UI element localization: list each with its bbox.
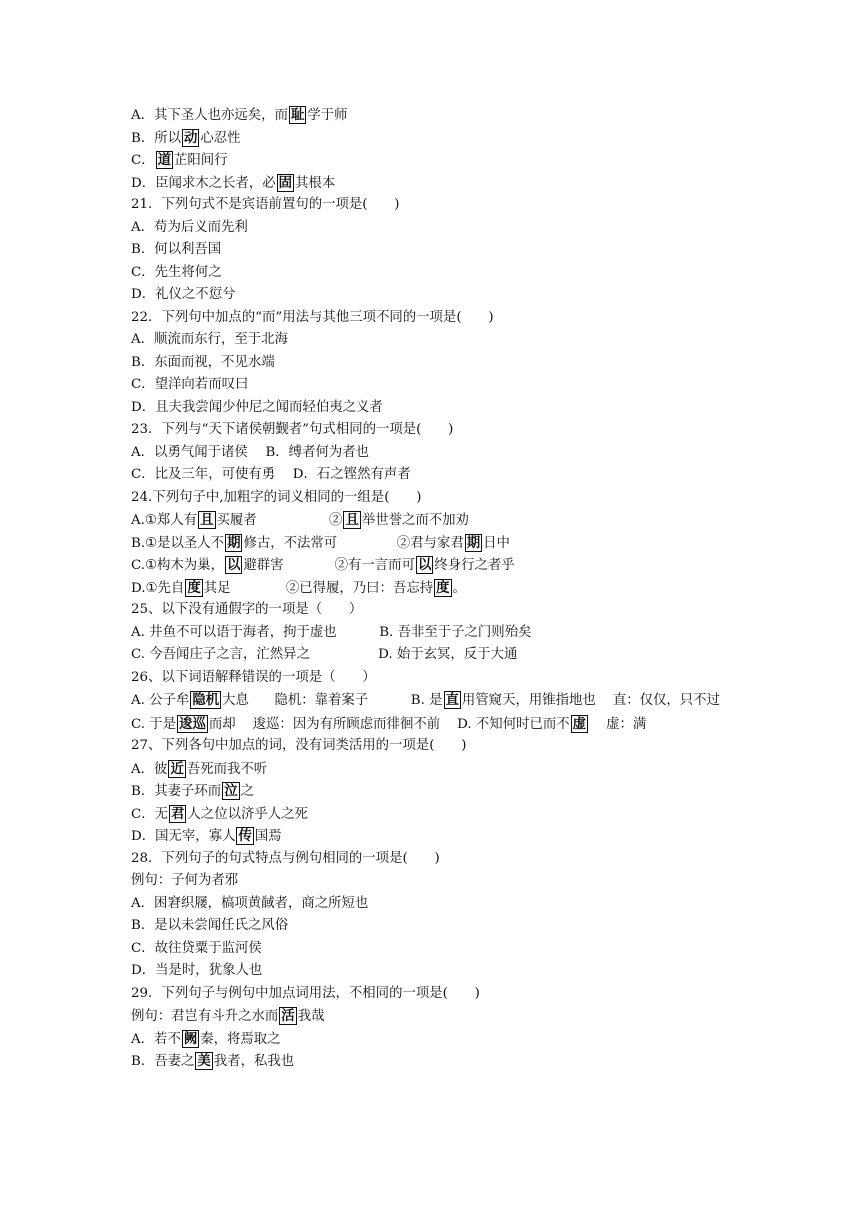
text-segment: C．比及三年，可使有勇 D．石之铿然有声者	[131, 467, 411, 482]
text-line	[131, 419, 731, 442]
text-segment: A．苟为后义而先利	[131, 219, 248, 235]
document-body	[131, 104, 731, 1073]
emphasized-character: 以	[417, 557, 432, 573]
text-segment: 避群害 ②有一言而可	[243, 558, 415, 573]
text-segment: 26、以下词语解释错误的一项是（ ）	[131, 669, 376, 685]
text-segment: D．臣闻求木之长者，必	[131, 175, 276, 191]
text-line	[131, 622, 731, 645]
text-segment: 芷阳间行	[174, 153, 228, 168]
text-segment: 28．下列句子的句式特点与例句相同的一项是( )	[131, 850, 440, 866]
text-segment: 其足 ②已得履，乃曰：吾忘持	[203, 580, 434, 596]
text-segment: C．望洋向若而叹曰	[131, 377, 249, 392]
emphasized-character: 君	[171, 805, 185, 822]
text-segment: 买履者 ②	[216, 513, 343, 528]
text-segment: 国焉	[254, 829, 282, 844]
text-segment: C.①构木为巢，	[131, 558, 224, 573]
emphasized-character: 直	[445, 692, 459, 708]
text-line	[131, 983, 731, 1006]
text-line	[131, 960, 731, 983]
text-line	[131, 758, 731, 781]
text-segment: D．国无宰，寡人	[131, 829, 236, 844]
text-line	[131, 893, 731, 916]
text-line	[131, 689, 731, 713]
emphasized-character: 活	[281, 1008, 295, 1024]
emphasized-character: 且	[345, 512, 359, 528]
text-segment: 24.下列句子中,加粗字的词义相同的一组是( )	[131, 489, 422, 505]
text-line	[131, 374, 731, 397]
text-line	[131, 713, 731, 736]
text-line	[131, 599, 731, 622]
emphasized-character: 逡巡	[179, 715, 206, 732]
text-line	[131, 644, 731, 667]
emphasized-character: 美	[197, 1053, 211, 1069]
text-line	[131, 127, 731, 150]
text-line	[131, 284, 731, 307]
text-segment: 我哉	[297, 1009, 325, 1024]
emphasized-character: 度	[436, 579, 450, 596]
text-segment: 人之位以济乎人之死	[187, 806, 308, 822]
emphasized-character: 耻	[290, 107, 305, 123]
text-segment: B．东面而视，不见水端	[131, 354, 275, 370]
text-segment: B.①是以圣人不	[131, 535, 225, 551]
text-segment: 用管窥天，用锥指地也 直：仅仅，只不过	[461, 693, 720, 708]
text-line	[131, 938, 731, 961]
text-line	[131, 1028, 731, 1051]
text-line	[131, 307, 731, 330]
text-segment: D．礼仪之不愆兮	[131, 287, 236, 302]
text-line	[131, 464, 731, 487]
text-segment: D．当是时，犹象人也	[131, 963, 263, 978]
text-line	[131, 239, 731, 262]
text-segment: 23．下列与“天下诸侯朝觐者”句式相同的一项是( )	[131, 422, 454, 437]
text-segment: C．	[131, 153, 155, 168]
text-line	[131, 1005, 731, 1028]
text-line	[131, 397, 731, 420]
emphasized-character: 度	[187, 579, 201, 596]
text-segment: 其根本	[295, 175, 336, 191]
text-segment: 心忍性	[200, 130, 241, 146]
text-segment: B．其妻子环而	[131, 784, 222, 799]
emphasized-character: 传	[238, 828, 252, 844]
text-line	[131, 825, 731, 848]
text-line	[131, 149, 731, 172]
text-line	[131, 667, 731, 690]
emphasized-character: 泣	[224, 783, 238, 799]
text-segment: C. 于是	[131, 716, 177, 732]
emphasized-character: 虚	[572, 715, 587, 732]
text-segment: 我者，私我也	[213, 1054, 295, 1069]
text-line	[131, 442, 731, 465]
text-segment: A．顺流而东行，至于北海	[131, 332, 288, 347]
text-segment: 29．下列句子与例句中加点词用法，不相同的一项是( )	[131, 985, 480, 1001]
emphasized-character: 动	[184, 129, 198, 146]
text-segment: D.①先自	[131, 580, 185, 596]
text-segment: B．吾妻之	[131, 1054, 195, 1069]
text-segment: 21．下列句式不是宾语前置句的一项是( )	[131, 197, 400, 212]
text-segment: A. 公子牟	[131, 693, 190, 708]
text-segment: B．所以	[131, 130, 182, 146]
emphasized-character: 且	[200, 512, 214, 528]
text-segment: B．是以未尝闻任氏之风俗	[131, 918, 289, 933]
emphasized-character: 近	[170, 760, 184, 777]
text-line	[131, 848, 731, 871]
text-segment: C．先生将何之	[131, 264, 222, 280]
text-line	[131, 915, 731, 938]
text-line	[131, 487, 731, 510]
text-line	[131, 194, 731, 217]
text-segment: 虚：满	[589, 716, 647, 732]
text-segment: 而却 逡巡：因为有所顾虑而徘徊不前 D. 不知何时已而不	[208, 716, 570, 732]
text-line	[131, 509, 731, 532]
emphasized-character: 隐机	[192, 692, 220, 708]
text-segment: B．何以利吾国	[131, 242, 222, 257]
text-line	[131, 262, 731, 285]
text-segment: 例句：君岂有斗升之水而	[131, 1009, 279, 1024]
text-segment: 日中	[483, 535, 510, 551]
text-segment: A．若不	[131, 1031, 181, 1047]
text-segment: 吾死而我不听	[186, 761, 268, 777]
emphasized-character: 期	[227, 534, 241, 551]
text-segment: 之	[240, 784, 254, 799]
text-line	[131, 329, 731, 352]
text-segment: A.①郑人有	[131, 513, 198, 528]
text-segment: 27、下列各句中加点的词，没有词类活用的一项是( )	[131, 738, 467, 753]
text-segment: 例句：子何为者邪	[131, 873, 239, 888]
emphasized-character: 阙	[183, 1030, 198, 1047]
text-line	[131, 780, 731, 803]
text-line	[131, 803, 731, 826]
text-segment: C．无	[131, 806, 169, 822]
text-segment: 。	[452, 580, 466, 596]
emphasized-character: 道	[157, 152, 172, 168]
text-line	[131, 352, 731, 375]
text-line	[131, 217, 731, 240]
text-segment: 25、以下没有通假字的一项是（ ）	[131, 602, 363, 617]
text-segment: D．且夫我尝闻少仲尼之闻而轻伯夷之义者	[131, 399, 383, 415]
emphasized-character: 以	[226, 557, 241, 573]
text-segment: C．故往贷粟于监河侯	[131, 940, 262, 956]
text-line	[131, 1050, 731, 1073]
emphasized-character: 固	[278, 174, 293, 191]
emphasized-character: 期	[466, 534, 481, 551]
text-segment: 大息 隐机：靠着案子 B. 是	[222, 693, 443, 708]
text-segment: 修古，不法常可 ②君与家君	[243, 535, 464, 551]
text-line	[131, 735, 731, 758]
text-segment: A．彼	[131, 761, 168, 777]
text-segment: A. 井鱼不可以语于海者，拘于虚也 B. 吾非至于子之门则殆矣	[131, 624, 532, 640]
text-line	[131, 577, 731, 600]
text-segment: C. 今吾闻庄子之言，汒然异之 D. 始于玄冥，反于大通	[131, 647, 518, 662]
text-segment: 举世誉之而不加劝	[361, 513, 469, 528]
text-segment: 终身行之者乎	[434, 558, 515, 573]
text-segment: A．以勇气闻于诸侯 B．缚者何为者也	[131, 444, 370, 460]
text-line	[131, 172, 731, 195]
text-segment: 22．下列句中加点的“而”用法与其他三项不同的一项是( )	[131, 309, 494, 325]
text-line	[131, 870, 731, 893]
text-segment: 学于师	[307, 108, 348, 123]
text-segment: A．困窘织屦，槁项黄馘者，商之所短也	[131, 895, 369, 911]
text-line	[131, 104, 731, 127]
text-segment: 秦，将焉取之	[200, 1031, 281, 1047]
text-line	[131, 554, 731, 577]
text-line	[131, 532, 731, 555]
text-segment: A．其下圣人也亦远矣，而	[131, 108, 288, 123]
